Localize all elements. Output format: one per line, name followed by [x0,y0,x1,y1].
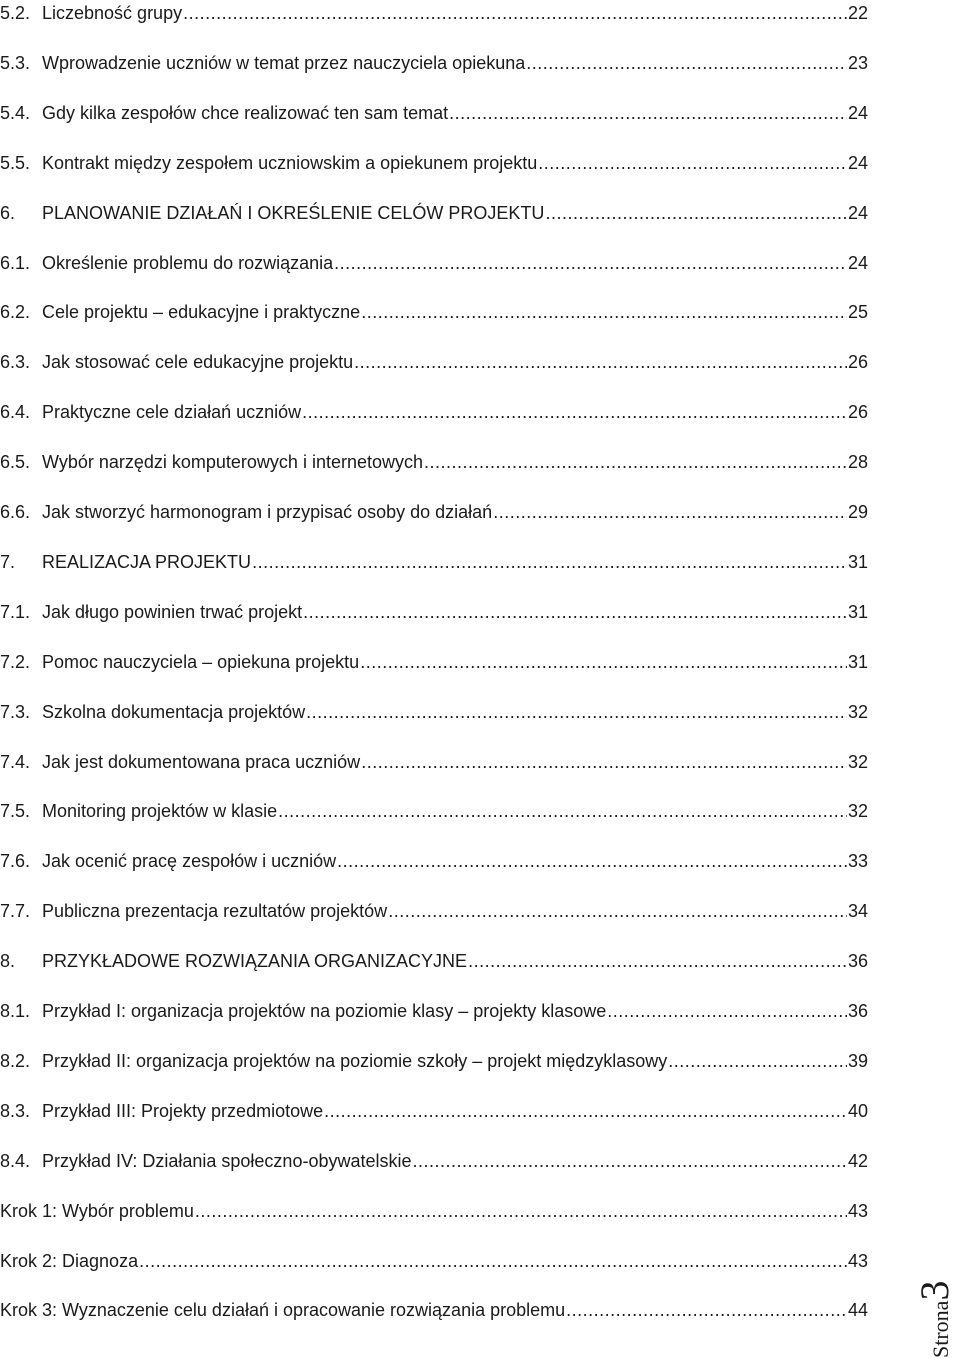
toc-entry[interactable] [0,691,868,723]
toc-entry-leader [526,52,847,74]
toc-entry-title: PLANOWANIE DZIAŁAŃ I OKREŚLENIE CELÓW PROJEKTU [42,202,545,223]
toc-entry[interactable] [0,1090,868,1122]
toc-entry-title: Krok 3: Wyznaczenie celu działań i opracowanie rozwiązania problemu [0,1300,566,1321]
page-word: Strona [928,1300,953,1358]
toc-entry[interactable] [0,441,868,473]
toc-entry-page: 32 [847,801,868,822]
toc-entry-title: Wprowadzenie uczniów w temat przez nauczyciela opiekuna [42,52,526,73]
toc-entry-number: 7.2. [0,651,31,672]
toc-entry[interactable] [0,142,868,174]
toc-entry-page: 36 [847,1001,868,1021]
toc-entry-number: 7.7. [0,901,31,922]
toc-entry[interactable] [0,92,868,124]
toc-entry[interactable] [0,42,868,74]
toc-entry[interactable] [0,1040,868,1072]
toc-entry-leader [361,751,847,773]
toc-entry-leader [337,850,847,872]
toc-entry-page: 44 [847,1300,868,1321]
toc-entry-page: 24 [847,102,868,123]
toc-entry-page: 24 [847,252,868,273]
toc-entry-leader [424,451,847,473]
toc-entry-title: Określenie problemu do rozwiązania [42,252,334,273]
toc-entry[interactable] [0,541,868,573]
toc-entry-title: Jak stworzyć harmonogram i przypisać osoby do działań [42,502,493,522]
toc-entry-number: 6.4. [0,402,31,423]
toc-entry[interactable] [0,242,868,274]
toc-entry[interactable] [0,641,868,673]
toc-entry-title: Publiczna prezentacja rezultatów projektów [42,901,388,922]
toc-entry-page: 28 [847,452,868,473]
toc-entry-number: 5.5. [0,152,31,173]
toc-entry[interactable] [0,1140,868,1172]
toc-entry-title: Monitoring projektów w klasie [42,801,278,822]
toc-entry[interactable] [0,341,868,373]
page-number-marker [912,1218,957,1358]
toc-entry-leader [361,301,847,323]
toc-entry-title: Jak stosować cele edukacyjne projektu [42,352,354,373]
toc-entry-title: Jak jest dokumentowana praca uczniów [42,751,361,772]
toc-entry-title: PRZYKŁADOWE ROZWIĄZANIA ORGANIZACYJNE [42,951,468,972]
toc-entry-leader [306,701,847,723]
toc-entry-page: 26 [847,352,868,373]
toc-entry-leader [545,202,847,224]
toc-entry-title: Przykład III: Projekty przedmiotowe [42,1100,324,1121]
toc-entry-page: 42 [847,1150,868,1171]
toc-entry-leader [566,1299,847,1321]
toc-entry-leader [607,1000,847,1022]
toc-entry-title: Pomoc nauczyciela – opiekuna projektu [42,651,360,672]
toc-entry-page: 32 [847,751,868,772]
toc-entry-page: 24 [847,202,868,223]
toc-entry-page: 36 [847,951,868,972]
toc-entry-title: Liczebność grupy [42,3,183,23]
toc-entry-number: 8.2. [0,1050,31,1071]
toc-entry-page: 24 [847,152,868,173]
toc-entry-number: 7. [0,551,16,572]
toc-entry-number: 6.6. [0,502,31,522]
toc-entry-leader [183,2,847,24]
toc-entry-title: Szkolna dokumentacja projektów [42,701,306,722]
toc-entry-number: 8.3. [0,1100,31,1121]
toc-entry-title: Krok 2: Diagnoza [0,1250,139,1271]
toc-entry[interactable] [0,1240,868,1272]
toc-entry-page: 32 [847,701,868,722]
toc-entry-number: 6. [0,202,16,223]
toc-entry-title: Praktyczne cele działań uczniów [42,402,302,423]
toc-entry-title: Krok 1: Wybór problemu [0,1200,194,1221]
toc-entry-title: Gdy kilka zespołów chce realizować ten sam temat [42,102,449,123]
toc-entry-number: 8.1. [0,1001,31,1021]
toc-entry[interactable] [0,940,868,972]
toc-entry-title: Przykład IV: Działania społeczno-obywatelskie [42,1150,412,1171]
toc-entry-leader [139,1250,847,1272]
page-marker-text [912,1280,957,1358]
toc-entry-title: Wybór narzędzi komputerowych i internetowych [42,452,423,473]
toc-entry-page: 31 [847,551,868,572]
toc-entry-page: 39 [847,1050,868,1071]
toc-entry[interactable] [0,741,868,773]
toc-entry-number: 7.6. [0,851,31,872]
toc-entry-title: Kontrakt między zespołem uczniowskim a opiekunem projektu [42,152,538,173]
toc-entry-leader [468,950,847,972]
toc-entry[interactable] [0,0,868,24]
toc-entry-leader [668,1050,847,1072]
toc-entry-number: 8.4. [0,1150,31,1171]
toc-entry-number: 7.3. [0,701,31,722]
page-number: 3 [912,1280,957,1301]
toc-entry-number: 6.1. [0,252,31,273]
toc-entry-title: Przykład II: organizacja projektów na poziomie szkoły – projekt międzyklasowy [42,1050,668,1071]
toc-entry-leader [324,1100,847,1122]
toc-entry-page: 22 [847,3,868,23]
toc-entry[interactable] [0,890,868,922]
toc-entry[interactable] [0,491,868,523]
toc-entry-title: Przykład I: organizacja projektów na poziomie klasy – projekty klasowe [42,1001,607,1021]
toc-entry-page: 31 [847,651,868,672]
toc-entry-number: 7.4. [0,751,31,772]
toc-entry-leader [360,651,847,673]
toc-entry[interactable] [0,391,868,423]
toc-entry-leader [413,1150,847,1172]
toc-entry-page: 33 [847,851,868,872]
toc-entry-leader [278,800,847,822]
toc-entry-number: 6.3. [0,352,31,373]
toc-entry[interactable] [0,990,868,1022]
toc-entry-number: 5.3. [0,52,31,73]
toc-entry-leader [493,501,847,523]
toc-entry-leader [252,551,847,573]
toc-entry-number: 7.5. [0,801,31,822]
toc-entry-number: 6.5. [0,452,31,473]
toc-entry-page: 43 [847,1200,868,1221]
toc-entry[interactable] [0,1289,868,1321]
toc-entry-page: 29 [847,502,868,522]
toc-entry-leader [538,152,847,174]
toc-entry-page: 40 [847,1100,868,1121]
toc-entry-number: 6.2. [0,302,31,323]
toc-entry-number: 5.4. [0,102,31,123]
toc-entry[interactable] [0,291,868,323]
toc-entry-leader [449,102,847,124]
toc-entry-leader [388,900,847,922]
toc-entry[interactable] [0,591,868,623]
toc-entry-number: 7.1. [0,601,31,622]
toc-entry-leader [302,401,847,423]
toc-entry-page: 25 [847,302,868,323]
toc-entry-leader [303,601,847,623]
toc-entry-number: 8. [0,951,16,972]
toc-entry-page: 26 [847,402,868,423]
toc-entry-leader [195,1200,847,1222]
toc-entry-page: 31 [847,601,868,622]
toc-entry-leader [334,252,847,274]
toc-entry-leader [354,351,847,373]
toc-entry-number: 5.2. [0,3,31,23]
toc-entry-title: Cele projektu – edukacyjne i praktyczne [42,302,361,323]
toc-entry-title: Jak długo powinien trwać projekt [42,601,303,622]
toc-entry-page: 23 [847,52,868,73]
toc-entry-page: 34 [847,901,868,922]
toc-entry[interactable] [0,1190,868,1222]
toc-entry[interactable] [0,840,868,872]
toc-entry-title: Jak ocenić pracę zespołów i uczniów [42,851,337,872]
toc-entry-page: 43 [847,1250,868,1271]
toc-entry[interactable] [0,790,868,822]
toc-entry[interactable] [0,192,868,224]
toc-entry-title: REALIZACJA PROJEKTU [42,551,252,572]
